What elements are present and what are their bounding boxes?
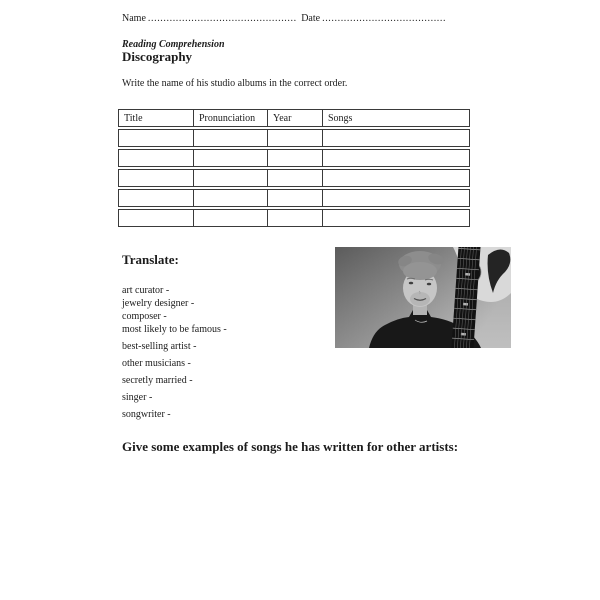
- empty-cell-year: [267, 150, 322, 166]
- albums-table-empty-row: [118, 149, 470, 167]
- translate-item: best-selling artist -: [122, 341, 197, 352]
- albums-table: [118, 109, 470, 229]
- column-header-title: Title: [124, 113, 143, 124]
- worksheet-subtitle: Reading Comprehension: [122, 39, 225, 50]
- empty-cell-pronunciation: [193, 210, 267, 226]
- empty-cell-songs: [322, 170, 469, 186]
- empty-cell-year: [267, 190, 322, 206]
- albums-table-empty-row: [118, 169, 470, 187]
- name-label: Name: [122, 13, 146, 24]
- empty-cell-songs: [322, 190, 469, 206]
- worksheet-title: Discography: [122, 49, 193, 64]
- empty-cell-title: [119, 210, 193, 226]
- column-header-year: Year: [267, 110, 322, 126]
- albums-table-empty-row: [118, 209, 470, 227]
- question-heading: Give some examples of songs he has written for other artists:: [122, 439, 459, 454]
- empty-cell-title: [119, 190, 193, 206]
- empty-cell-songs: [322, 130, 469, 146]
- column-header-songs: Songs: [322, 110, 469, 126]
- translate-heading: Translate:: [122, 252, 179, 267]
- translate-item: other musicians -: [122, 358, 191, 369]
- name-fill-dots: ................................................: [147, 13, 297, 24]
- empty-cell-pronunciation: [193, 150, 267, 166]
- empty-cell-pronunciation: [193, 130, 267, 146]
- name-date-line: [122, 13, 448, 24]
- translate-item: art curator -: [122, 285, 170, 296]
- date-fill-dots: ........................................: [322, 13, 447, 24]
- right-eye: [427, 283, 431, 286]
- empty-cell-year: [267, 130, 322, 146]
- empty-cell-title: [119, 150, 193, 166]
- empty-cell-title: [119, 130, 193, 146]
- empty-cell-songs: [322, 210, 469, 226]
- empty-cell-title: [119, 170, 193, 186]
- artist-photo: [335, 247, 511, 348]
- date-label: Date: [301, 13, 321, 24]
- empty-cell-year: [267, 170, 322, 186]
- albums-table-body: [118, 129, 470, 227]
- translate-item: songwriter -: [122, 409, 171, 420]
- albums-table-empty-row: [118, 189, 470, 207]
- empty-cell-year: [267, 210, 322, 226]
- artist-photo-illustration: [335, 247, 511, 348]
- empty-cell-pronunciation: [193, 190, 267, 206]
- translate-list: [122, 284, 227, 421]
- translate-item: secretly married -: [122, 375, 193, 386]
- empty-cell-pronunciation: [193, 170, 267, 186]
- beard-stubble: [410, 292, 430, 306]
- left-eye: [409, 282, 413, 285]
- albums-instruction: Write the name of his studio albums in the correct order.: [122, 78, 348, 89]
- translate-item: jewelry designer -: [122, 298, 195, 309]
- albums-table-empty-row: [118, 129, 470, 147]
- translate-item: most likely to be famous -: [122, 324, 227, 335]
- column-header-pronunciation: Pronunciation: [193, 110, 267, 126]
- translate-item: composer -: [122, 311, 167, 322]
- empty-cell-songs: [322, 150, 469, 166]
- albums-table-header-row: [118, 109, 470, 127]
- translate-item: singer -: [122, 392, 153, 403]
